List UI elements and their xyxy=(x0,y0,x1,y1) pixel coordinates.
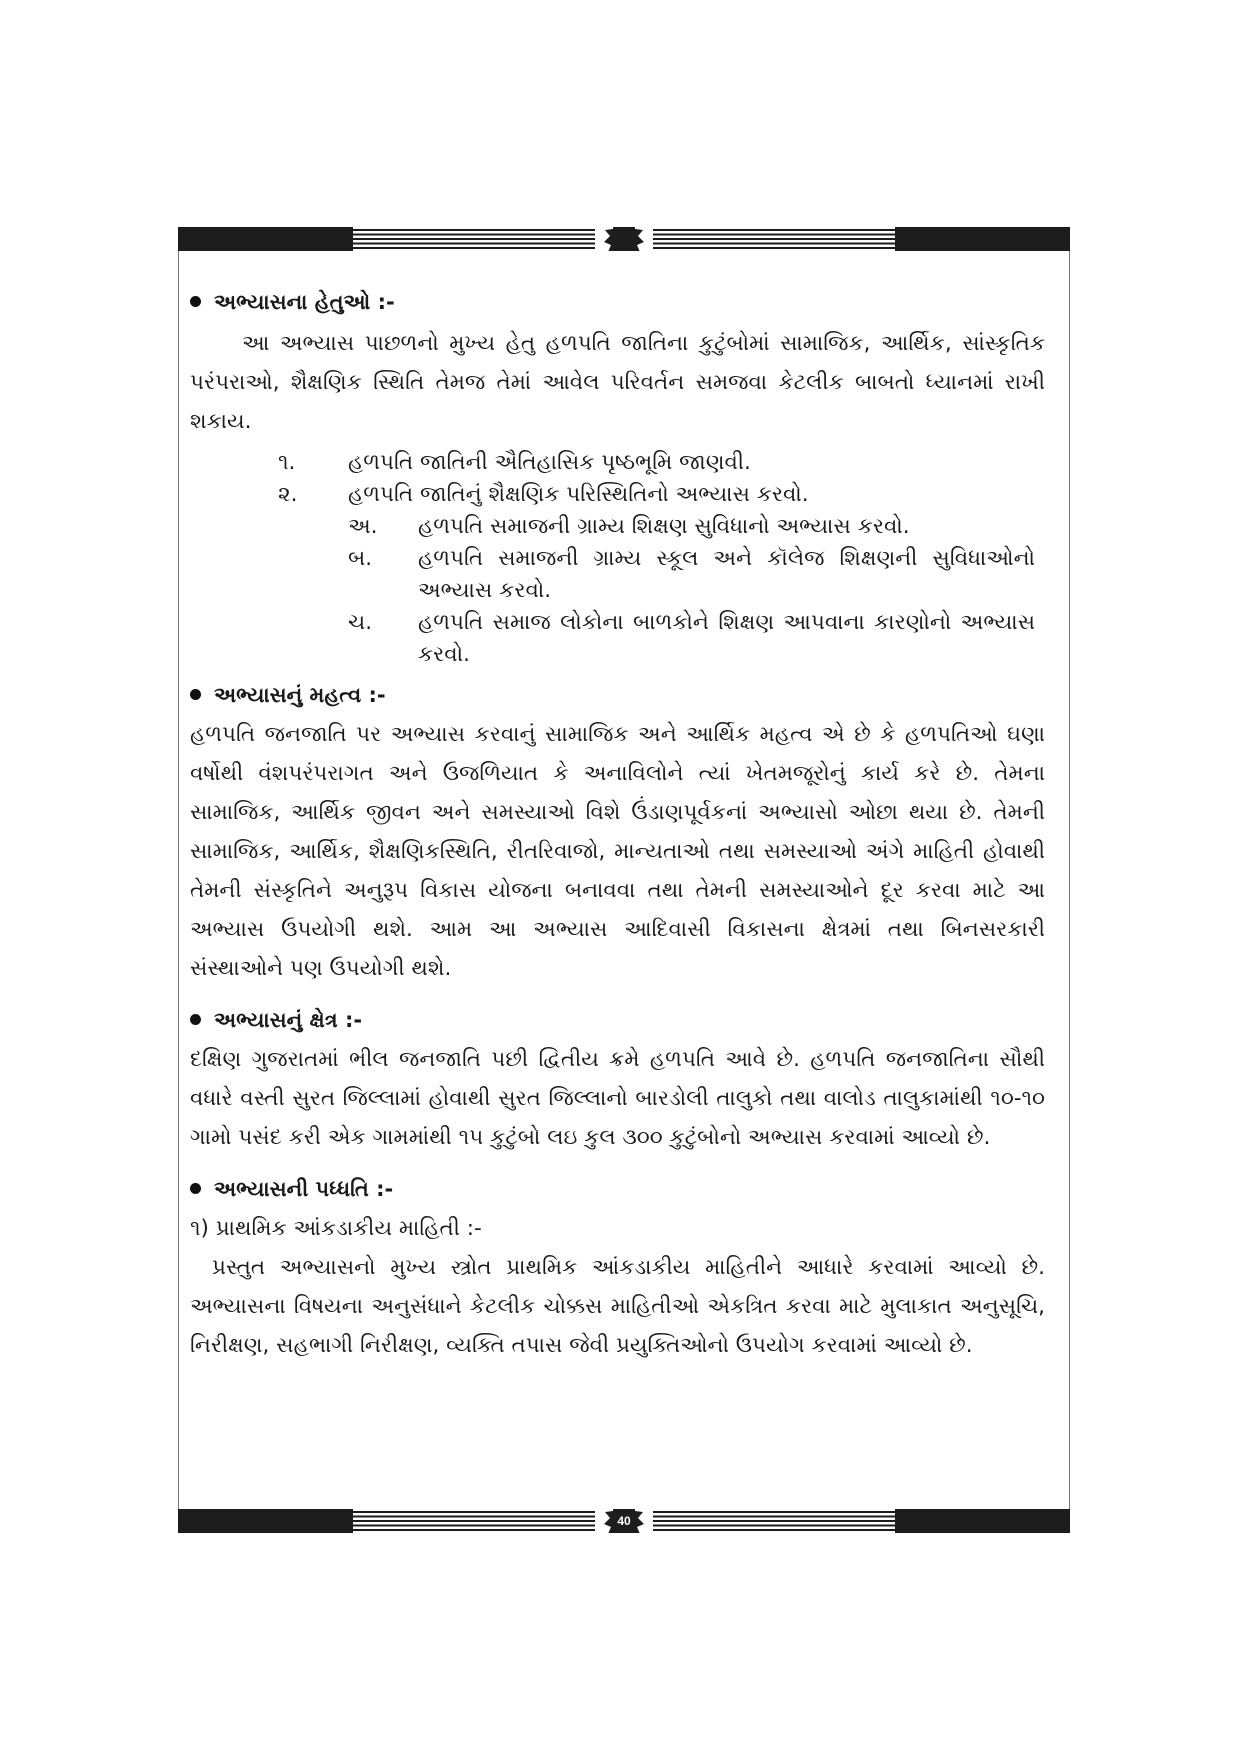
sunburst-ornament-icon xyxy=(604,227,644,251)
objectives-list xyxy=(190,447,1045,671)
bullet-icon xyxy=(190,296,201,307)
bullet-icon xyxy=(190,1183,201,1194)
header-ornament-band xyxy=(178,227,1070,251)
section-heading-importance: અભ્યાસનું મહત્વ :- xyxy=(190,675,1045,715)
section-heading-method: અભ્યાસની પધ્ધતિ :- xyxy=(190,1169,1045,1209)
objectives-paragraph: આ અભ્યાસ પાછળનો મુખ્ય હેતુ હળપતિ જાતિના કુટુંબોમાં સામાજિક, આર્થિક, સાંસ્કૃતિક પરંપરાઓ, શૈક્ષણિક સ્થિતિ તેમજ તેમાં આવેલ પરિવર્તન સમજવા કેટલીક બાબતો ધ્યાનમાં રાખી શકાય. xyxy=(190,331,1045,434)
bullet-icon xyxy=(190,689,201,700)
sub-list-item: ચ. હળપતિ સમાજ લોકોના બાળકોને શિક્ષણ આપવાના કારણોનો અભ્યાસ કરવો. xyxy=(348,610,1035,667)
page-number: 40 xyxy=(617,1514,631,1528)
list-item: ૧. હળપતિ જાતિની ઐતિહાસિક પૃષ્ઠભૂમિ જાણવી. xyxy=(278,450,751,475)
page-content xyxy=(190,282,1045,1365)
list-item: ૨. હળપતિ જાતિનું શૈક્ષણિક પરિસ્થિતિનો અભ્યાસ કરવો. xyxy=(278,482,809,507)
section-heading-scope: અભ્યાસનું ક્ષેત્ર :- xyxy=(190,1000,1045,1040)
method-paragraph: પ્રસ્તુત અભ્યાસનો મુખ્ય સ્ત્રોત પ્રાથમિક આંકડાકીય માહિતીને આધારે કરવામાં આવ્યો છે. અભ્યાસના વિષયના અનુસંધાને કેટલીક ચોક્કસ માહિતીઓ એકત્રિત કરવા માટે મુલાકાત અનુસૂચિ, નિરીક્ષણ, સહભાગી નિરીક્ષણ, વ્યક્તિ તપાસ જેવી પ્રયુક્તિઓનો ઉપયોગ કરવામાં આવ્યો છે. xyxy=(190,1255,1045,1358)
sub-list-item: અ. હળપતિ સમાજની ગ્રામ્ય શિક્ષણ સુવિધાનો અભ્યાસ કરવો. xyxy=(348,514,910,539)
sub-list-item: બ. હળપતિ સમાજની ગ્રામ્ય સ્કૂલ અને કૉલેજ શિક્ષણની સુવિધાઓનો અભ્યાસ કરવો. xyxy=(348,546,1035,603)
method-subheading: ૧) પ્રાથમિક આંકડાકીય માહિતી :- xyxy=(190,1216,482,1241)
bullet-icon xyxy=(190,1014,201,1025)
section-heading-objectives: અભ્યાસના હેતુઓ :- xyxy=(190,282,1045,322)
importance-paragraph: હળપતિ જનજાતિ પર અભ્યાસ કરવાનું સામાજિક અને આર્થિક મહત્વ એ છે કે હળપતિઓ ઘણા વર્ષોથી વંશપરંપરાગત અને ઉજળિયાત કે અનાવિલોને ત્યાં ખેતમજૂરોનું કાર્ય કરે છે. તેમના સામાજિક, આર્થિક જીવન અને સમસ્યાઓ વિશે ઉંડાણપૂર્વકનાં અભ્યાસો ઓછા થયા છે. તેમની સામાજિક, આર્થિક, શૈક્ષણિકસ્થિતિ, રીતરિવાજો, માન્યતાઓ તથા સમસ્યાઓ અંગે માહિતી હોવાથી તેમની સંસ્કૃતિને અનુરૂપ વિકાસ યોજના બનાવવા તથા તેમની સમસ્યાઓને દૂર કરવા માટે આ અભ્યાસ ઉપયોગી થશે. આમ આ અભ્યાસ આદિવાસી વિકાસના ક્ષેત્રમાં તથા બિનસરકારી સંસ્થાઓને પણ ઉપયોગી થશે. xyxy=(190,722,1045,981)
footer-ornament-band xyxy=(178,1509,1070,1533)
scope-paragraph: દક્ષિણ ગુજરાતમાં ભીલ જનજાતિ પછી દ્વિતીય ક્રમે હળપતિ આવે છે. હળપતિ જનજાતિના સૌથી વધારે વસ્તી સુરત જિલ્લામાં હોવાથી સુરત જિલ્લાનો બારડોલી તાલુકો તથા વાલોડ તાલુકામાંથી ૧૦-૧૦ ગામો પસંદ કરી એક ગામમાંથી ૧૫ કુટુંબો લઇ કુલ ૩૦૦ કુટુંબોનો અભ્યાસ કરવામાં આવ્યો છે. xyxy=(190,1047,1045,1150)
